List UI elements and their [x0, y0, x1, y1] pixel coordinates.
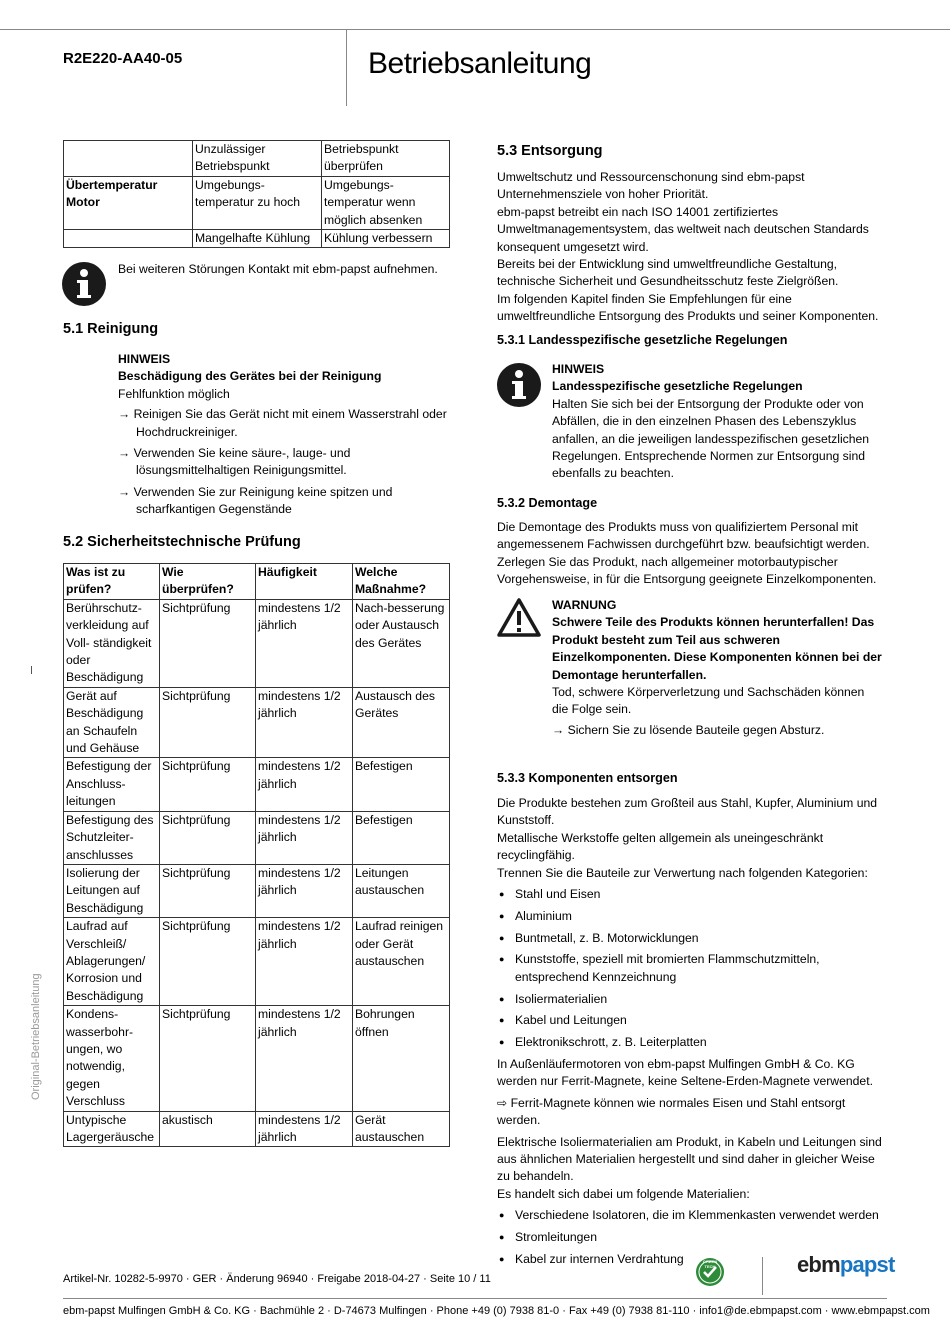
- table-cell: Befestigung des Schutzleiter-anschlusses: [64, 811, 160, 864]
- table-cell: Sichtprüfung: [160, 811, 256, 864]
- safety-check-table: [63, 563, 450, 1147]
- components-block: [497, 795, 887, 1273]
- list-item: ● Elektronikschrott, z. B. Leiterplatten: [497, 1034, 887, 1051]
- table-row: [64, 918, 450, 1006]
- table-cell: Bohrungen öffnen: [353, 1006, 450, 1111]
- paragraph: In Außenläufermotoren von ebm-papst Mulfingen GmbH & Co. KG werden nur Ferrit-Magnete, keine Seltene-Erden-Magnete verwendet.: [497, 1057, 873, 1089]
- table-cell: Nach-besserung oder Austausch des Gerätes: [353, 599, 450, 687]
- notice-label: HINWEIS: [118, 352, 171, 366]
- table-row: [64, 864, 450, 917]
- warning-label: WARNUNG: [552, 598, 617, 612]
- table-cell: [64, 141, 193, 177]
- paragraph: ebm-papst betreibt ein nach ISO 14001 zertifiziertes Umweltmanagementsystem, das weltweit nach deutschen Standards konsequent umgesetzt wird.: [497, 204, 869, 254]
- side-tick: [31, 666, 32, 674]
- warning-block: [552, 597, 882, 739]
- info-note: Bei weiteren Störungen Kontakt mit ebm-papst aufnehmen.: [118, 262, 438, 276]
- section-title-5-3-3: 5.3.3 Komponenten entsorgen: [497, 771, 678, 785]
- table-cell: Sichtprüfung: [160, 758, 256, 811]
- table-header-row: [64, 564, 450, 600]
- table-row: [64, 758, 450, 811]
- model-number: R2E220-AA40-05: [63, 50, 183, 67]
- warning-bold-text: Schwere Teile des Produkts können herunterfallen! Das Produkt besteht zum Teil aus schweren Einzelkomponenten. Diese Komponenten können bei der Demontage herunterfallen.: [552, 615, 882, 682]
- table-cell: Befestigen: [353, 811, 450, 864]
- table-cell: Sichtprüfung: [160, 864, 256, 917]
- badge-label: GREEN TECH: [702, 1259, 718, 1269]
- side-label: Original-Betriebsanleitung: [30, 973, 42, 1100]
- table-cell: mindestens 1/2 jährlich: [256, 1111, 353, 1147]
- table-cell: mindestens 1/2 jährlich: [256, 758, 353, 811]
- table-cell: Unzulässiger Betriebspunkt: [193, 141, 322, 177]
- warning-action: → Sichern Sie zu lösende Bauteile gegen Absturz.: [552, 722, 825, 737]
- dismantling-text: Die Demontage des Produkts muss von qualifiziertem Personal mit angemessenem Fachwissen durchgeführt bzw. beaufsichtigt werden. Zerlegen Sie das Produkt, nach allgemeiner motorbautypischer Vorgehensweise, in für die Entsorgung geeignete Einzelkomponenten.: [497, 520, 877, 587]
- category-list: [497, 886, 887, 1052]
- paragraph: Trennen Sie die Bauteile zur Verwertung nach folgenden Kategorien:: [497, 865, 868, 880]
- table-row: [64, 176, 450, 229]
- table-cell: mindestens 1/2 jährlich: [256, 599, 353, 687]
- warning-icon: [497, 598, 541, 643]
- table-cell: Umgebungs-temperatur wenn möglich absenken: [322, 176, 450, 229]
- table-cell: Austausch des Gerätes: [353, 687, 450, 758]
- section-title-5-2: 5.2 Sicherheitstechnische Prüfung: [63, 534, 301, 550]
- table-cell: Leitungen austauschen: [353, 864, 450, 917]
- paragraph: Bereits bei der Entwicklung sind umweltfreundliche Gestaltung, technische Sicherheit und Gesundheitsschutz feste Zielgrößen.: [497, 257, 839, 289]
- table-cell: Befestigung der Anschluss-leitungen: [64, 758, 160, 811]
- table-cell: Kühlung verbessern: [322, 230, 450, 248]
- table-cell: Isolierung der Leitungen auf Beschädigung: [64, 864, 160, 917]
- list-item: → Verwenden Sie keine säure-, lauge- und lösungsmittelhaltigen Reinigungsmittel.: [118, 446, 351, 478]
- footer-rule: [63, 1298, 887, 1299]
- table-row: [64, 1111, 450, 1147]
- table-cell: Mangelhafte Kühlung: [193, 230, 322, 248]
- disposal-intro: [497, 169, 887, 326]
- table-cell: Laufrad reinigen oder Gerät austauschen: [353, 918, 450, 1006]
- list-item: ● Kunststoffe, speziell mit bromierten Flammschutzmitteln, entsprechend Kennzeichnung: [497, 951, 887, 986]
- table-cell: akustisch: [160, 1111, 256, 1147]
- paragraph: Die Produkte bestehen zum Großteil aus Stahl, Kupfer, Aluminium und Kunststoff.: [497, 796, 878, 828]
- table-cell: Gerät austauschen: [353, 1111, 450, 1147]
- document-title: Betriebsanleitung: [368, 47, 592, 80]
- legal-notice: [552, 361, 872, 483]
- ebmpapst-logo: [797, 1252, 895, 1277]
- table-cell: Berührschutz-verkleidung auf Voll- ständigkeit oder Beschädigung: [64, 599, 160, 687]
- table-cell: mindestens 1/2 jährlich: [256, 1006, 353, 1111]
- table-row: [64, 230, 450, 248]
- table-cell: Betriebspunkt überprüfen: [322, 141, 450, 177]
- table-cell: Sichtprüfung: [160, 687, 256, 758]
- column-header: Was ist zu prüfen?: [64, 564, 160, 600]
- list-item: → Verwenden Sie zur Reinigung keine spitzen und scharfkantigen Gegenstände: [118, 484, 393, 517]
- header-divider: [346, 30, 347, 106]
- list-item: ● Verschiedene Isolatoren, die im Klemmenkasten verwendet werden: [497, 1207, 887, 1224]
- table-row: [64, 811, 450, 864]
- column-header: Welche Maßnahme?: [353, 564, 450, 600]
- logo-ebm: ebm: [797, 1252, 840, 1277]
- table-cell: [64, 230, 193, 248]
- green-tech-badge: [695, 1257, 725, 1292]
- info-icon: [62, 262, 106, 306]
- table-cell: Sichtprüfung: [160, 1006, 256, 1111]
- table-cell: Gerät auf Beschädigung an Schaufeln und Gehäuse: [64, 687, 160, 758]
- section-title-5-3-1: 5.3.1 Landesspezifische gesetzliche Regelungen: [497, 333, 788, 347]
- table-row: [64, 141, 450, 177]
- list-item: → Reinigen Sie das Gerät nicht mit einem Wasserstrahl oder Hochdruckreiniger.: [118, 407, 447, 439]
- list-item: ● Kabel zur internen Verdrahtung: [497, 1251, 887, 1268]
- list-item: ● Stahl und Eisen: [497, 886, 887, 903]
- table-cell: Umgebungs-temperatur zu hoch: [193, 176, 322, 229]
- column-header: Häufigkeit: [256, 564, 353, 600]
- paragraph: Im folgenden Kapitel finden Sie Empfehlungen für eine umweltfreundliche Entsorgung des Produkts und seiner Komponenten.: [497, 291, 879, 324]
- header-rule: [0, 29, 950, 30]
- section-title-5-3-2: 5.3.2 Demontage: [497, 496, 598, 510]
- notice-subtitle: Landesspezifische gesetzliche Regelungen: [552, 379, 803, 394]
- list-item: ● Stromleitungen: [497, 1229, 887, 1246]
- table-cell: Sichtprüfung: [160, 599, 256, 687]
- footer-divider: [762, 1257, 763, 1295]
- notice-text: Halten Sie sich bei der Entsorgung der Produkte oder von Abfällen, die in den einzelnen Phasen des Lebenszyklus anfallen, an die jeweiligen landesspezifischen gesetzlichen Regelungen. Entsprechende Normen zur Entsorgung sind ebenfalls zu beachten.: [552, 396, 870, 481]
- table-row: [64, 1006, 450, 1111]
- table-cell: Befestigen: [353, 758, 450, 811]
- paragraph: Metallische Werkstoffe gelten allgemein als uneingeschränkt recyclingfähig.: [497, 830, 824, 863]
- cleaning-notice: [118, 351, 448, 519]
- section-title-5-3: 5.3 Entsorgung: [497, 143, 603, 159]
- paragraph: Es handelt sich dabei um folgende Materialien:: [497, 1186, 750, 1201]
- list-item: ● Kabel und Leitungen: [497, 1012, 887, 1029]
- info-icon: [497, 363, 541, 407]
- table-cell: Laufrad auf Verschleiß/ Ablagerungen/ Korrosion und Beschädigung: [64, 918, 160, 1006]
- table-row: [64, 599, 450, 687]
- list-item: ● Aluminium: [497, 908, 887, 925]
- table-row: [64, 687, 450, 758]
- fault-table: [63, 140, 450, 248]
- list-item: ● Isoliermaterialien: [497, 991, 887, 1008]
- table-cell: mindestens 1/2 jährlich: [256, 864, 353, 917]
- table-cell: mindestens 1/2 jährlich: [256, 811, 353, 864]
- notice-desc: Fehlfunktion möglich: [118, 386, 230, 401]
- section-title-5-1: 5.1 Reinigung: [63, 321, 159, 337]
- table-cell: Kondens-wasserbohr-ungen, wo notwendig, gegen Verschluss: [64, 1006, 160, 1111]
- notice-label: HINWEIS: [552, 362, 605, 376]
- notice-subtitle: Beschädigung des Gerätes bei der Reinigung: [118, 369, 382, 384]
- warning-text: Tod, schwere Körperverletzung und Sachschäden können die Folge sein.: [552, 685, 865, 717]
- article-info: Artikel-Nr. 10282-5-9970 · GER · Änderung 96940 · Freigabe 2018-04-27 · Seite 10 / 11: [63, 1273, 491, 1285]
- table-cell: Übertemperatur Motor: [64, 176, 193, 229]
- logo-papst: papst: [839, 1252, 895, 1277]
- magnet-result: ⇨ Ferrit-Magnete können wie normales Eisen und Stahl entsorgt werden.: [497, 1095, 846, 1128]
- table-cell: Sichtprüfung: [160, 918, 256, 1006]
- table-cell: mindestens 1/2 jährlich: [256, 687, 353, 758]
- column-header: Wie überprüfen?: [160, 564, 256, 600]
- table-cell: Untypische Lagergeräusche: [64, 1111, 160, 1147]
- company-address: ebm-papst Mulfingen GmbH & Co. KG · Bachmühle 2 · D-74673 Mulfingen · Phone +49 (0) 7938 81-0 · Fax +49 (0) 7938 81-110 · info1@de.ebmpapst.com · www.ebmpapst.com: [63, 1305, 930, 1317]
- table-cell: mindestens 1/2 jährlich: [256, 918, 353, 1006]
- list-item: ● Buntmetall, z. B. Motorwicklungen: [497, 930, 887, 947]
- paragraph: Elektrische Isoliermaterialien am Produkt, in Kabeln und Leitungen sind aus ähnlichen Materialien hergestellt und sind daher in gleicher Weise zu behandeln.: [497, 1134, 882, 1184]
- paragraph: Umweltschutz und Ressourcenschonung sind ebm-papst Unternehmensziele von hoher Priorität.: [497, 170, 805, 202]
